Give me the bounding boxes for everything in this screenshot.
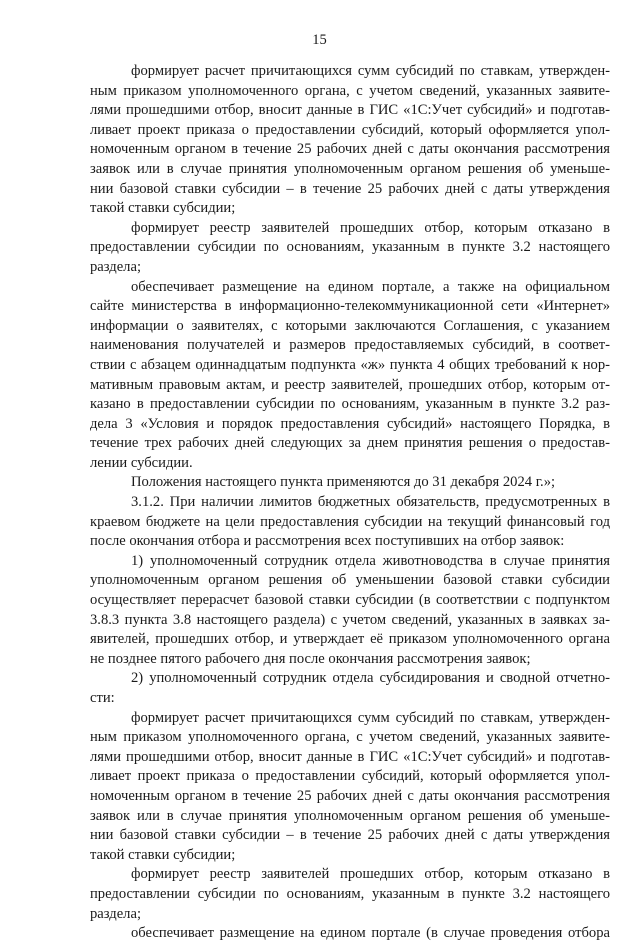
text-line: обеспечивает размещение на едином портале (в случае проведения отбора: [131, 925, 610, 942]
text-line: после окончания отбора и рассмотрения всех поступивших на отбор заявок:: [90, 533, 565, 550]
text-line: формирует реестр заявителей прошедших отбор, которым отказано в: [131, 219, 610, 236]
text-line: обеспечивает размещение на едином портале, а также на официальном: [131, 278, 610, 295]
text-line: ливает проект приказа о предоставлении субсидий, который оформляется упол-: [90, 768, 610, 785]
text-line: 2) уполномоченный сотрудник отдела субсидирования и сводной отчетно-: [131, 670, 610, 687]
text-line: ным приказом уполномоченного органа, с учетом сведений, указанных заявите-: [90, 729, 610, 746]
text-line: заявок или в случае принятия уполномоченным органом решения об уменьше-: [90, 807, 610, 824]
text-line: ливает проект приказа о предоставлении субсидий, который оформляется упол-: [90, 121, 610, 138]
text-line: заявок или в случае принятия уполномоченным органом решения об уменьше-: [90, 160, 610, 177]
text-line: лями прошедшими отбор, вносит данные в ГИС «1С:Учет субсидий» и подготав-: [90, 102, 610, 119]
body-text: [90, 62, 610, 944]
text-line: предоставлении субсидии по основаниям, указанным в пункте 3.2 настоящего: [90, 239, 610, 256]
text-line: 3.1.2. При наличии лимитов бюджетных обязательств, предусмотренных в: [131, 494, 610, 511]
text-line: казано в предоставлении субсидии по основаниям, указанным в пункте 3.2 раз-: [90, 396, 610, 413]
text-line: такой ставки субсидии;: [90, 846, 236, 863]
text-line: номоченным органом в течение 25 рабочих дней с даты окончания рассмотрения: [90, 141, 610, 158]
text-line: 1) уполномоченный сотрудник отдела животноводства в случае принятия: [131, 552, 610, 569]
text-line: сайте министерства в информационно-телекоммуникационной сети «Интернет»: [90, 298, 610, 315]
text-line: формирует расчет причитающихся сумм субсидий по ставкам, утвержден-: [131, 63, 610, 79]
text-line: ствии с абзацем одиннадцатым подпункта «ж» пункта 4 общих требований к нор-: [90, 356, 610, 373]
text-line: лями прошедшими отбор, вносит данные в ГИС «1С:Учет субсидий» и подготав-: [90, 748, 610, 765]
text-line: Положения настоящего пункта применяются до 31 декабря 2024 г.»;: [131, 474, 556, 491]
text-line: сти:: [90, 690, 115, 706]
text-line: нии базовой ставки субсидии – в течение 25 рабочих дней с даты утверждения: [90, 827, 610, 844]
text-line: предоставлении субсидии по основаниям, указанным в пункте 3.2 настоящего: [90, 885, 610, 902]
text-line: не позднее пятого рабочего дня после окончания рассмотрения заявок;: [90, 650, 531, 667]
text-line: осуществляет перерасчет базовой ставки субсидии (в соответствии с подпунктом: [90, 592, 610, 609]
text-line: краевом бюджете на цели предоставления субсидии на текущий финансовый год: [90, 513, 610, 530]
text-line: явителей, прошедших отбор, и утверждает её приказом уполномоченного органа: [90, 631, 610, 648]
text-line: ным приказом уполномоченного органа, с учетом сведений, указанных заявите-: [90, 82, 610, 99]
text-line: раздела;: [90, 905, 141, 922]
text-line: мативным правовым актам, и реестр заявителей, прошедших отбор, которым от-: [90, 376, 610, 393]
text-line: нии базовой ставки субсидии – в течение 25 рабочих дней с даты утверждения: [90, 180, 610, 197]
text-line: информации о заявителях, с которыми заключаются Соглашения, с указанием: [90, 317, 610, 334]
text-line: течение трех рабочих дней следующих за днем принятия решения о предостав-: [90, 435, 610, 452]
text-line: дела 3 «Условия и порядок предоставления субсидий» настоящего Порядка, в: [90, 415, 610, 432]
text-line: номоченным органом в течение 25 рабочих дней с даты окончания рассмотрения: [90, 787, 610, 804]
text-line: уполномоченным органом решения об уменьшении базовой ставки субсидии: [90, 572, 610, 589]
text-line: наименования получателей и размеров предоставляемых субсидий, в соответ-: [90, 337, 610, 354]
page-number: 15: [312, 32, 327, 48]
text-line: такой ставки субсидии;: [90, 200, 236, 217]
text-line: 3.8.3 пункта 3.8 настоящего раздела) с учетом сведений, указанных в заявках за-: [90, 611, 610, 628]
text-line: формирует расчет причитающихся сумм субсидий по ставкам, утвержден-: [131, 709, 610, 726]
text-line: раздела;: [90, 258, 141, 275]
text-line: лении субсидии.: [90, 454, 193, 471]
text-line: формирует реестр заявителей прошедших отбор, которым отказано в: [131, 866, 610, 883]
